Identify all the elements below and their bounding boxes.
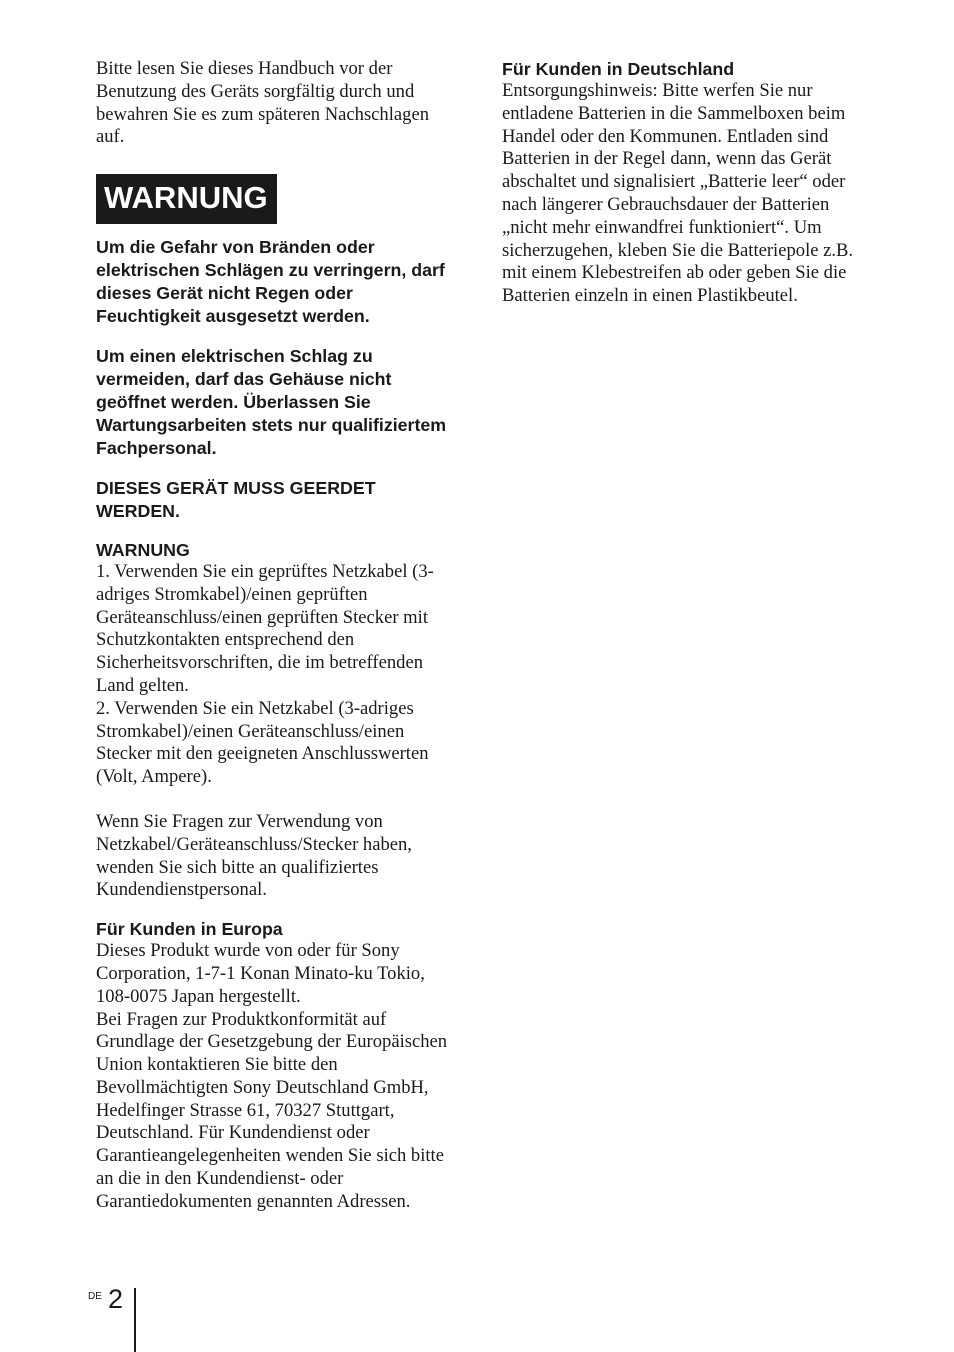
warning-housing-paragraph: Um einen elektrischen Schlag zu vermeiden, darf das Gehäuse nicht geöffnet werden. Überlassen Sie Wartungsarbeiten stets nur qualifiziertem Fachpersonal. xyxy=(96,346,447,458)
footer-divider xyxy=(134,1288,136,1352)
germany-heading: Für Kunden in Deutschland xyxy=(502,59,735,79)
page-number: 2 xyxy=(108,1284,124,1314)
questions-paragraph: Wenn Sie Fragen zur Verwendung von Netzkabel/Geräteanschluss/Stecker haben, wenden Sie sich bitte an qualifiziertes Kundendienstpersonal. xyxy=(96,810,412,901)
warning-fire-paragraph: Um die Gefahr von Bränden oder elektrischen Schlägen zu verringern, darf dieses Gerät nicht Regen oder Feuchtigkeit ausgesetzt werden. xyxy=(96,237,445,326)
grounding-notice: DIESES GERÄT MUSS GEERDET WERDEN. xyxy=(96,478,376,522)
language-code: DE xyxy=(88,1291,102,1302)
europe-heading: Für Kunden in Europa xyxy=(96,919,283,940)
intro-paragraph: Bitte lesen Sie dieses Handbuch vor der Benutzung des Geräts sorgfältig durch und bewahren Sie es zum späteren Nachschlagen auf. xyxy=(96,58,429,148)
warning-banner: WARNUNG xyxy=(96,174,277,224)
left-column xyxy=(96,58,458,1214)
warnung-heading: WARNUNG xyxy=(96,539,190,560)
right-column xyxy=(502,58,864,308)
germany-body: Entsorgungshinweis: Bitte werfen Sie nur entladene Batterien in die Sammelboxen beim Handel oder den Kommunen. Entladen sind Batterien in der Regel dann, wenn das Gerät abschaltet und signalisiert „Batterie leer“ oder nach längerer Gebrauchsdauer der Batterien „nicht mehr einwandfrei funktioniert“. Um sicherzugehen, kleben Sie die Batteriepole z.B. mit einem Klebestreifen ab oder geben Sie die Batterien einzeln in einen Plastikbeutel. xyxy=(502,80,854,307)
warnung-body: 1. Verwenden Sie ein geprüftes Netzkabel (3-adriges Stromkabel)/einen geprüften Geräteanschluss/einen geprüften Stecker mit Schutzkontakten entsprechend den Sicherheitsvorschriften, die im betreffenden Land gelten. 2. Verwenden Sie ein Netzkabel (3-adriges Stromkabel)/einen Geräteanschluss/einen Stecker mit den geeigneten Anschlusswerten (Volt, Ampere). xyxy=(96,560,434,788)
europe-body: Dieses Produkt wurde von oder für Sony Corporation, 1-7-1 Konan Minato-ku Tokio, 108-0075 Japan hergestellt. Bei Fragen zur Produktkonformität auf Grundlage der Gesetzgebung der Europäischen Union kontaktieren Sie bitte den Bevollmächtigten Sony Deutschland GmbH, Hedelfinger Strasse 61, 70327 Stuttgart, Deutschland. Für Kundendienst oder Garantieangelegenheiten wenden Sie sich bitte an die in den Kundendienst- oder Garantiedokumenten genannten Adressen. xyxy=(96,940,448,1212)
